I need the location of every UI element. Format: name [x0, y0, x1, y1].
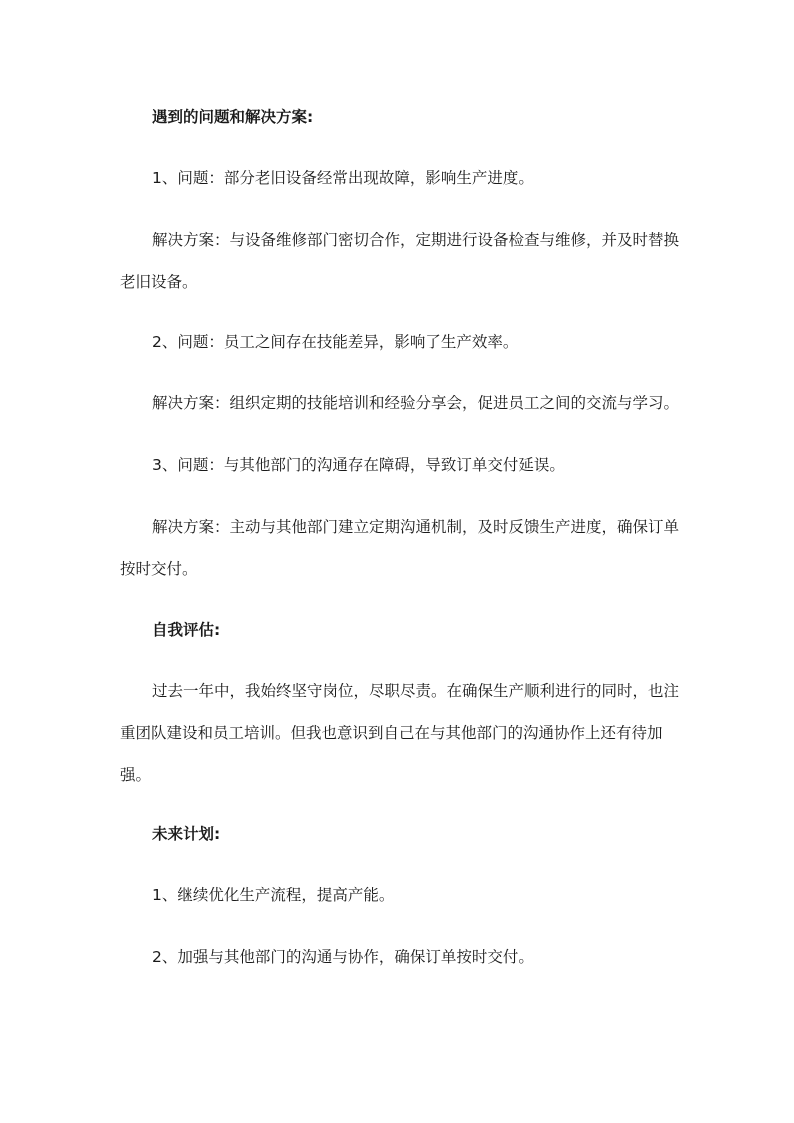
- solution-1: 解决方案：与设备维修部门密切合作，定期进行设备检查与维修，并及时替换老旧设备。: [120, 231, 680, 291]
- problems-heading: 遇到的问题和解决方案:: [152, 108, 314, 126]
- self-eval-heading: 自我评估:: [152, 621, 221, 639]
- solution-2: 解决方案：组织定期的技能培训和经验分享会，促进员工之间的交流与学习。: [152, 394, 680, 412]
- future-heading: 未来计划:: [152, 825, 221, 843]
- problem-1: 1、问题：部分老旧设备经常出现故障，影响生产进度。: [152, 169, 534, 187]
- problem-3: 3、问题：与其他部门的沟通存在障碍，导致订单交付延误。: [152, 456, 565, 474]
- plan-2: 2、加强与其他部门的沟通与协作，确保订单按时交付。: [152, 948, 534, 966]
- problem-2: 2、问题：员工之间存在技能差异，影响了生产效率。: [152, 333, 519, 351]
- plan-1: 1、继续优化生产流程，提高产能。: [152, 886, 395, 904]
- solution-3: 解决方案：主动与其他部门建立定期沟通机制，及时反馈生产进度，确保订单按时交付。: [120, 518, 680, 578]
- self-eval-text: 过去一年中，我始终坚守岗位，尽职尽责。在确保生产顺利进行的同时，也注重团队建设和员工培训。但我也意识到自己在与其他部门的沟通协作上还有待加强。: [120, 682, 680, 784]
